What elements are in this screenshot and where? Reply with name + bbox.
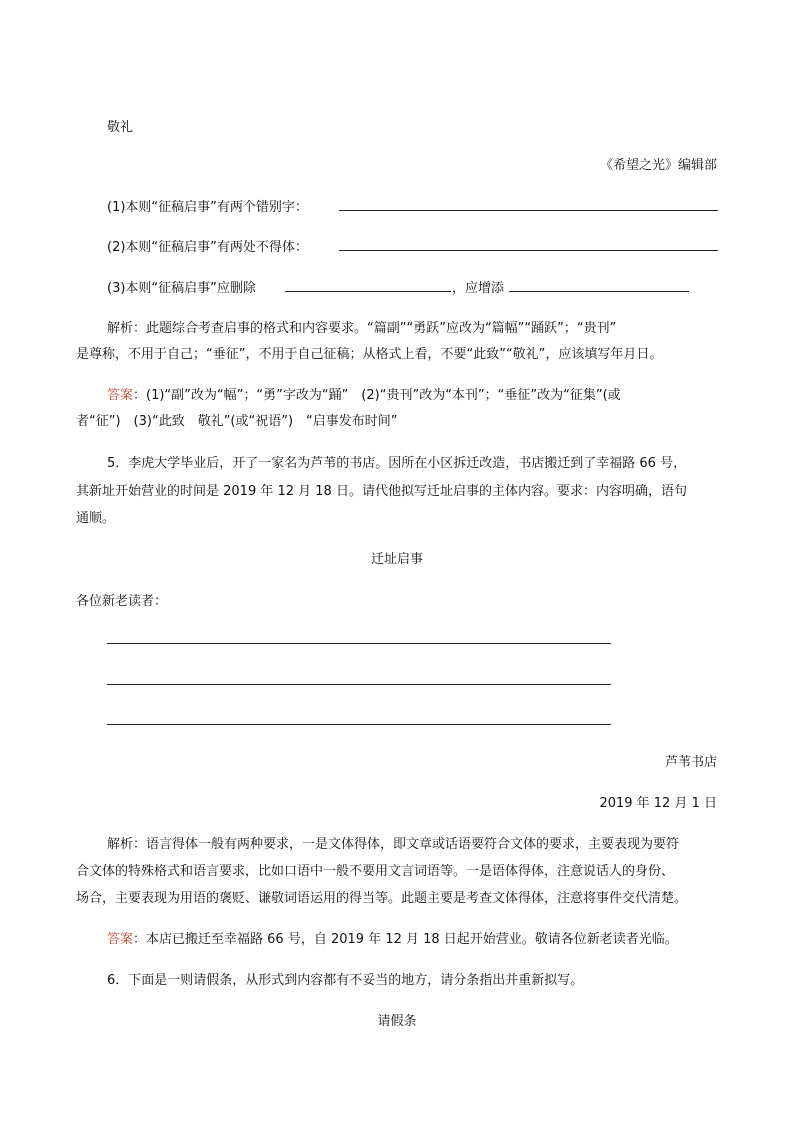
analysis-line: 合文体的特殊格式和语言要求，比如口语中一般不要用文言词语等。一是语体得体，注意说话人的身份、 <box>76 864 675 879</box>
answer-blank <box>509 291 689 292</box>
q4-part2: (2)本则“征稿启事”有两处不得体： <box>107 240 308 255</box>
answer-line: 者“征”) (3)“此致 敬礼”(或“祝语”) “启事发布时间” <box>76 414 398 429</box>
question-line: 其新址开始营业的时间是 2019 年 12 月 18 日。请代他拟写迁址启事的主体内容。要求：内容明确，语句 <box>76 484 687 499</box>
notice-title: 迁址启事 <box>370 552 423 567</box>
answer-text: ：(1)“副”改为“幅”；“勇”字改为“踊” (2)“贵刊”改为“本刊”；“垂征”改为“征集”(或 <box>133 388 621 403</box>
answer-blank <box>339 250 718 251</box>
signature: 《希望之光》编辑部 <box>599 158 717 173</box>
q4-part1: (1)本则“征稿启事”有两个错别字： <box>107 200 308 215</box>
note-title: 请假条 <box>377 1014 417 1029</box>
notice-date: 2019 年 12 月 1 日 <box>599 796 717 811</box>
greeting: 各位新老读者： <box>76 594 168 609</box>
answer-line <box>107 928 678 947</box>
answer-label: 答案 <box>107 388 134 403</box>
analysis-line: 解析：此题综合考查启事的格式和内容要求。“篇副”“勇跃”应改为“篇幅”“踊跃”；“贵刊” <box>107 321 617 336</box>
analysis-line: 解析：语言得体一般有两种要求，一是文体得体，即文章或话语要符合文体的要求，主要表现为要符 <box>107 837 680 852</box>
question-line: 5．李虎大学毕业后，开了一家名为芦苇的书店。因所在小区拆迁改造，书店搬迁到了幸福路 66 号， <box>107 456 687 471</box>
writing-line <box>107 724 611 725</box>
answer-blank <box>285 291 451 292</box>
writing-line <box>107 684 611 685</box>
closing: 敬礼 <box>107 120 134 135</box>
answer-line <box>107 384 621 403</box>
writing-line <box>107 643 611 644</box>
q4-part3-b: ，应增添 <box>452 281 505 296</box>
store-name: 芦苇书店 <box>664 755 717 770</box>
answer-text: ：本店已搬迁至幸福路 66 号，自 2019 年 12 月 18 日起开始营业。敬请各位新老读者光临。 <box>133 932 678 947</box>
answer-label: 答案 <box>107 932 134 947</box>
analysis-line: 是尊称，不用于自己；“垂征”，不用于自己征稿；从格式上看，不要“此致”“敬礼”，应该填写年月日。 <box>76 347 663 362</box>
q4-part3-a: (3)本则“征稿启事”应删除 <box>107 281 256 296</box>
analysis-line: 场合，主要表现为用语的褒贬、谦敬词语运用的得当等。此题主要是考查文体得体，注意将事件交代清楚。 <box>76 891 688 906</box>
question-line: 通顺。 <box>76 511 116 526</box>
answer-blank <box>339 210 718 211</box>
question-line: 6．下面是一则请假条，从形式到内容都有不妥当的地方，请分条指出并重新拟写。 <box>107 973 584 988</box>
